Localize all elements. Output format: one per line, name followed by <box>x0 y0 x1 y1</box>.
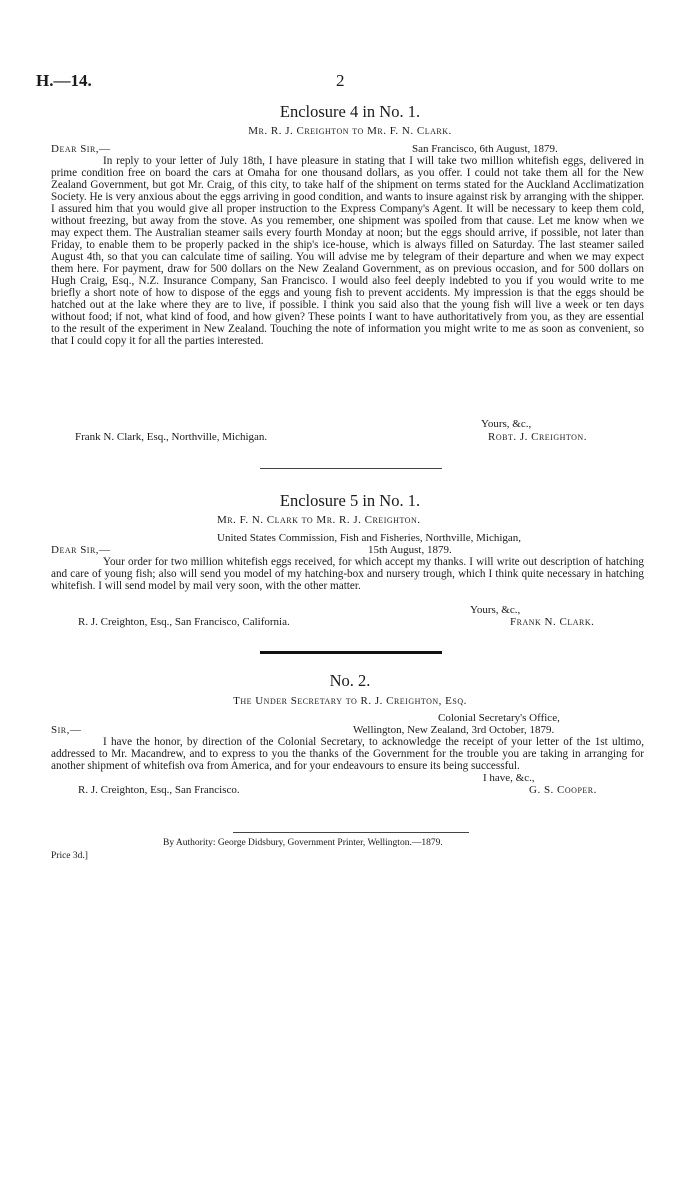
no-2-signature: G. S. Cooper. <box>529 784 597 796</box>
section-divider <box>260 468 442 469</box>
enclosure-5-salutation: Dear Sir,— <box>51 544 111 556</box>
section-divider-thick <box>260 651 442 654</box>
enclosure-4-addressee: Frank N. Clark, Esq., Northville, Michigan. <box>75 431 268 443</box>
enclosure-5-paragraph: Your order for two million whitefish eggs received, for which accept my thanks. I will write out description of hatching and care of young fish; also will send you model of my hatching-box and nursery trough, which I think quite necessary in hatching whitefish. I will send model by mail very soon, with the other matter. <box>51 556 644 592</box>
enclosure-4-signature: Robt. J. Creighton. <box>488 431 587 443</box>
enclosure-4-closing: Yours, &c., <box>481 418 532 430</box>
document-reference: H.—14. <box>36 71 92 90</box>
no-2-addressee: R. J. Creighton, Esq., San Francisco. <box>78 784 240 796</box>
no-2-salutation: Sir,— <box>51 724 82 736</box>
no-2-place-date: Wellington, New Zealand, 3rd October, 1879. <box>353 724 555 736</box>
enclosure-5-title: Enclosure 5 in No. 1. <box>279 491 421 510</box>
enclosure-5-body <box>51 556 644 592</box>
enclosure-4-salutation: Dear Sir,— <box>51 143 111 155</box>
printer-imprint: By Authority: George Didsbury, Government Printer, Wellington.—1879. <box>163 838 443 848</box>
page-number: 2 <box>336 71 345 90</box>
no-2-office: Colonial Secretary's Office, <box>438 712 560 724</box>
enclosure-5-date: 15th August, 1879. <box>368 544 452 556</box>
no-2-title: No. 2. <box>329 671 371 690</box>
enclosure-5-addressee: R. J. Creighton, Esq., San Francisco, California. <box>78 616 290 628</box>
enclosure-5-signature: Frank N. Clark. <box>510 616 595 628</box>
price-note: Price 3d.] <box>51 851 88 861</box>
enclosure-4-body <box>51 155 644 347</box>
enclosure-4-title: Enclosure 4 in No. 1. <box>279 102 421 121</box>
enclosure-4-paragraph: In reply to your letter of July 18th, I have pleasure in stating that I will take two million whitefish eggs, delivered in prime condition free on board the cars at Omaha for one thousand dollars, as you offer. I could not take them all for the New Zealand Government, but got Mr. Craig, of this city, to take half of the shipment on terms stated for the Auckland Acclimatization Society. He is very anxious about the eggs arriving in good condition, and wants to insure against risk by arranging with the shipper. I assured him that you would give all proper instruction to the Express Company's Agent. It will be necessary to keep them cold, without freezing, but away from the stove. As you remember, one shipment was spoiled from that cause. Let me know when we may expect them. The Australian steamer sails every fourth Monday at noon; but the eggs should arrive, if possible, not later than Friday, to enable them to be properly packed in the ship's ice-house, which is always filled on Saturday. The last steamer sailed August 4th, so that you can calculate time of sailing. You will advise me by telegram of their departure and when we may expect them here. For payment, draw for 500 dollars on the New Zealand Government, as on previous occasion, and for 500 dollars on Hugh Craig, Esq., N.Z. Insurance Company, San Francisco. I would also feel deeply indebted to you if you would write to me briefly a short note of how to dispose of the eggs and young fish to prevent accidents. My impression is that the eggs should be hatched out at the lake where they are to live, if possible. I think you said also that the young fish will live a week or ten days without food; if not, what kind of food, and how given? These points I want to have authoritatively from you, as they are essential to the result of the experiment in New Zealand. Touching the note of information you might write to me as soon as convenient, so that I could copy it for all the parties interested. <box>51 155 644 347</box>
enclosure-5-correspondents: Mr. F. N. Clark to Mr. R. J. Creighton. <box>217 514 421 526</box>
no-2-paragraph: I have the honor, by direction of the Colonial Secretary, to acknowledge the receipt of your letter of the 1st ultimo, addressed to Mr. Macandrew, and to express to you the thanks of the Government for the trouble you are taking in arranging for another shipment of whitefish ova from America, and for your endeavours to ensure its being successful. <box>51 736 644 772</box>
enclosure-5-office: United States Commission, Fish and Fisheries, Northville, Michigan, <box>217 532 522 544</box>
no-2-correspondents: The Under Secretary to R. J. Creighton, Esq. <box>233 695 467 707</box>
no-2-body <box>51 736 644 772</box>
no-2-closing: I have, &c., <box>483 772 535 784</box>
footer-divider <box>233 832 469 833</box>
enclosure-5-closing: Yours, &c., <box>470 604 521 616</box>
enclosure-4-correspondents: Mr. R. J. Creighton to Mr. F. N. Clark. <box>248 125 452 137</box>
enclosure-4-place-date: San Francisco, 6th August, 1879. <box>412 143 558 155</box>
